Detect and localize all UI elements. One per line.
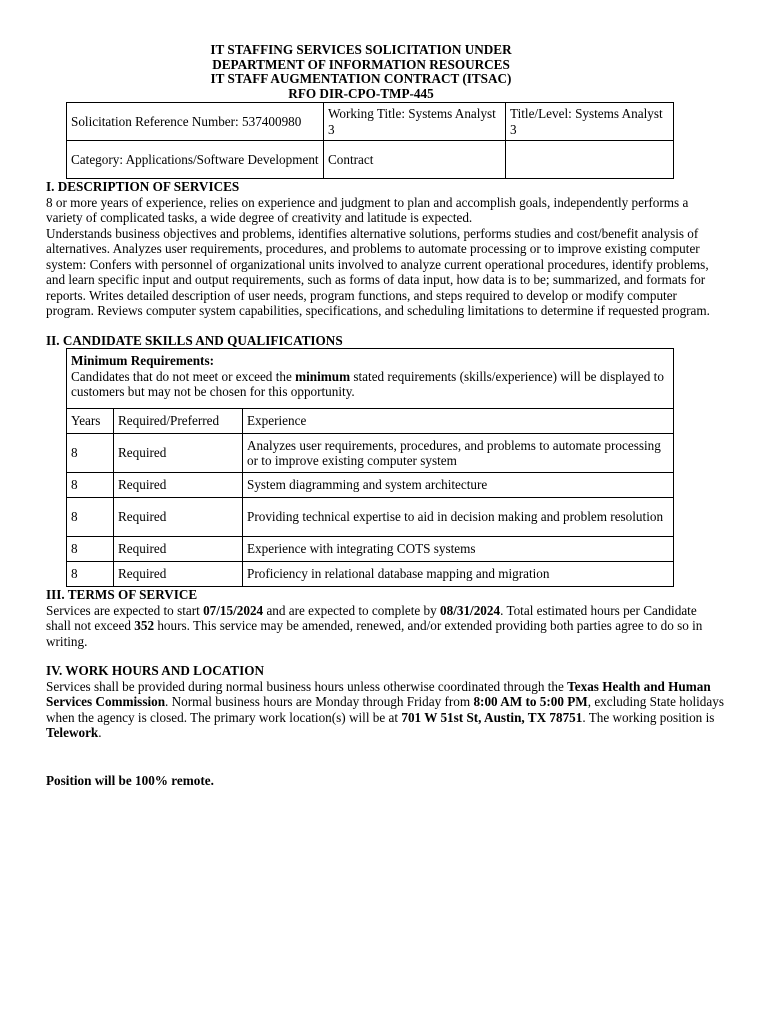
row-required: Required [114, 473, 243, 498]
row-experience: Analyzes user requirements, procedures, and problems to automate processing or to improve existing computer system [243, 434, 674, 473]
row-experience: Experience with integrating COTS systems [243, 537, 674, 562]
terms-text-3: . Total estimated hours per Candidate shall not exceed [46, 602, 697, 633]
title-level-cell: Title/Level: Systems Analyst 3 [506, 103, 674, 141]
title-line-2: DEPARTMENT OF INFORMATION RESOURCES [212, 56, 510, 72]
row-required: Required [114, 434, 243, 473]
column-header-experience: Experience [243, 409, 674, 434]
skills-header-row [67, 409, 674, 434]
row-required: Required [114, 537, 243, 562]
section-4-heading: IV. WORK HOURS AND LOCATION [46, 663, 264, 678]
section-3-heading: III. TERMS OF SERVICE [46, 587, 198, 602]
start-date: 07/15/2024 [203, 602, 264, 618]
terms-text-4: hours. This service may be amended, renewed, and/or extended providing both parties agree to do so in writing. [46, 618, 703, 649]
column-header-years: Years [67, 409, 114, 434]
min-req-bold: minimum [295, 368, 351, 384]
min-req-text-b: stated requirements (skills/experience) will be displayed to customers but may not be chosen for this opportunity. [71, 368, 664, 399]
terms-text-2: and are expected to complete by [263, 602, 441, 618]
solicitation-ref-cell: Solicitation Reference Number: 537400980 [67, 103, 324, 141]
work-text-3: , excluding State holidays when the agency is closed. The primary work location(s) will be at [46, 694, 724, 725]
title-line-1: IT STAFFING SERVICES SOLICITATION UNDER [210, 42, 512, 57]
working-title-cell: Working Title: Systems Analyst 3 [324, 103, 506, 141]
section-3-paragraph [46, 603, 724, 650]
business-hours: 8:00 AM to 5:00 PM [473, 694, 588, 709]
row-required: Required [114, 562, 243, 587]
work-text-5: . [98, 725, 102, 740]
work-text-4: . The working position is [582, 709, 715, 725]
row-experience: Providing technical expertise to aid in decision making and problem resolution [243, 498, 674, 537]
table-row [67, 562, 674, 587]
row-experience: Proficiency in relational database mapping and migration [243, 562, 674, 587]
row-required: Required [114, 498, 243, 537]
title-line-4: RFO DIR-CPO-TMP-445 [288, 85, 434, 101]
agency-name: Texas Health and Human Services Commission [46, 678, 711, 709]
section-1-heading: I. DESCRIPTION OF SERVICES [46, 179, 240, 194]
contract-cell: Contract [324, 141, 506, 179]
section-1-paragraph-1: 8 or more years of experience, relies on experience and judgment to plan and accomplish goals, independently performs a variety of complicated tasks, a wide degree of creativity and latitude is expected. [46, 194, 689, 225]
end-date: 08/31/2024 [440, 602, 501, 618]
work-location: 701 W 51st St, Austin, TX 78751 [401, 709, 583, 725]
solicitation-info-table [66, 102, 674, 179]
section-4-paragraph [46, 679, 724, 741]
table-row [67, 537, 674, 562]
row-years: 8 [67, 562, 114, 587]
row-years: 8 [67, 537, 114, 562]
total-hours: 352 [134, 618, 155, 633]
column-header-required: Required/Preferred [114, 409, 243, 434]
row-years: 8 [67, 434, 114, 473]
work-text-1: Services shall be provided during normal business hours unless otherwise coordinated through the [46, 678, 568, 694]
table-row [67, 498, 674, 537]
minimum-requirements-cell [67, 349, 674, 409]
section-2-heading: II. CANDIDATE SKILLS AND QUALIFICATIONS [46, 332, 343, 348]
table-row [67, 473, 674, 498]
position-type: Telework [46, 725, 99, 740]
table-row [67, 434, 674, 473]
document-page [46, 43, 724, 788]
skills-table [66, 348, 674, 587]
min-req-text-a: Candidates that do not meet or exceed the [71, 368, 296, 384]
work-text-2: . Normal business hours are Monday through Friday from [165, 694, 474, 709]
section-1-paragraph-2: Understands business objectives and problems, identifies alternative solutions, performs studies and cost/benefit analysis of alternatives. Analyzes user requirements, procedures, and problems to automate processing or to improve existing computer system: Confers with personnel of organizational units involved to analyze current operational procedures, identify problems, and learn specific input and output requirements, such as forms of data input, how data is to be; summarized, and formats for reports. Writes detailed description of user needs, program functions, and steps required to develop or modify computer program. Reviews computer system capabilities, specifications, and scheduling limitations to determine if requested program. [46, 225, 710, 318]
category-cell: Category: Applications/Software Development [67, 141, 324, 179]
title-line-3: IT STAFF AUGMENTATION CONTRACT (ITSAC) [210, 71, 512, 86]
minimum-requirements-title: Minimum Requirements: [71, 353, 214, 368]
empty-cell [506, 141, 674, 179]
document-title [46, 43, 676, 101]
row-years: 8 [67, 473, 114, 498]
terms-text-1: Services are expected to start [46, 602, 204, 618]
row-experience: System diagramming and system architecture [243, 473, 674, 498]
row-years: 8 [67, 498, 114, 537]
remote-note: Position will be 100% remote. [46, 772, 214, 788]
